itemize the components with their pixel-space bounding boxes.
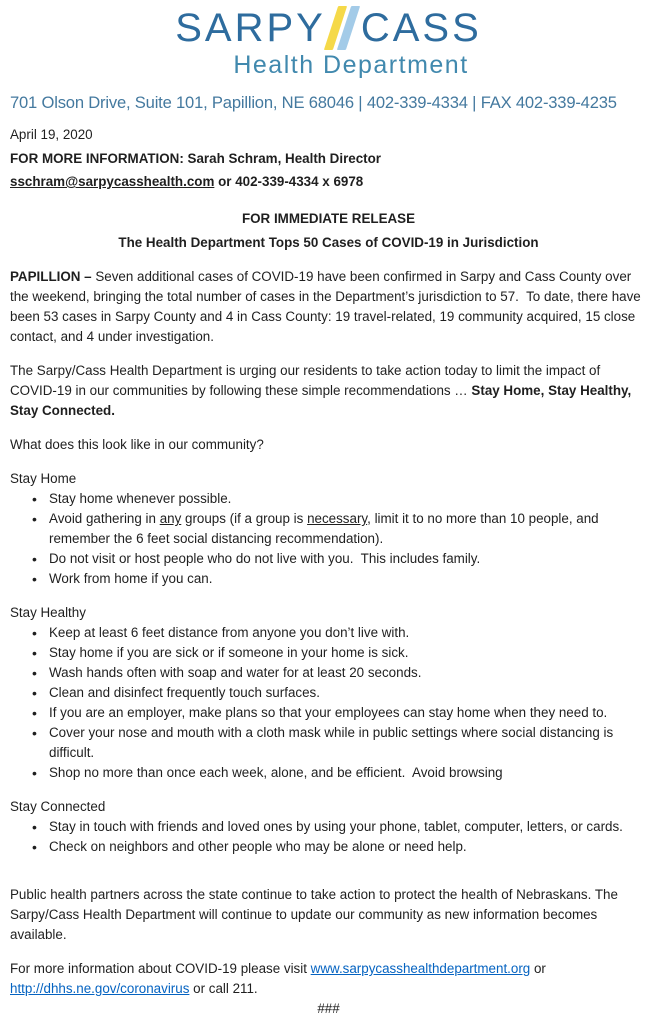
stay-home-healthy-connected-slogan: Stay Home, Stay Healthy, Stay Connected. (10, 383, 635, 418)
list-item: • Stay home whenever possible. (10, 489, 647, 509)
more-info-text: For more information about COVID-19 please visit (10, 961, 311, 976)
list-item: • Stay in touch with friends and loved ones by using your phone, tablet, computer, letters, or cards. (10, 817, 647, 837)
underlined-word-necessary: necessary (307, 511, 368, 526)
contact-info-bar: 701 Olson Drive, Suite 101, Papillion, NE 68046 | 402-339-4334 | FAX 402-339-4235 (10, 93, 617, 112)
paragraph-recommendations (10, 361, 647, 421)
more-info-paragraph (10, 959, 647, 999)
logo-text-sarpy: SARPY (175, 6, 326, 50)
closing-paragraph: Public health partners across the state continue to take action to protect the health of Nebraskans. The Sarpy/Cass Health Department will continue to update our community as new information becomes available. (10, 887, 622, 942)
list-item: • Keep at least 6 feet distance from anyone you don’t live with. (10, 623, 647, 643)
contact-email-line (10, 172, 647, 192)
list-item: • Shop no more than once each week, alone, and be efficient. Avoid browsing (10, 763, 647, 783)
section-title-stay-connected: Stay Connected (10, 799, 106, 814)
more-info-text: or (530, 961, 550, 976)
list-item: • Clean and disinfect frequently touch surfaces. (10, 683, 647, 703)
release-date: April 19, 2020 (10, 127, 93, 142)
list-item: • Stay home if you are sick or if someone in your home is sick. (10, 643, 647, 663)
list-item: • Work from home if you can. (10, 569, 647, 589)
stay-healthy-list (10, 623, 647, 783)
list-item-text: groups (if a group is (181, 511, 308, 526)
contact-person-line: FOR MORE INFORMATION: Sarah Schram, Health Director (10, 150, 382, 166)
section-title-stay-healthy: Stay Healthy (10, 605, 86, 620)
paragraph-recommendations-text: The Sarpy/Cass Health Department is urging our residents to take action today to limit the impact of COVID-19 in our communities by following these simple recommendations … (10, 363, 604, 398)
contact-email-link[interactable]: sschram@sarpycasshealth.com (10, 174, 215, 189)
logo-text-cass: CASS (360, 6, 482, 50)
list-item-text: , limit it to no more than 10 people, and remember the 6 feet social distancing recommendation). (49, 511, 603, 546)
contact-phone-ext: or 402-339-4334 x 6978 (214, 174, 364, 189)
logo-wordmark (10, 6, 647, 50)
underlined-word-any: any (159, 511, 182, 526)
more-info-text: or call 211. (189, 981, 258, 996)
list-item: • Wash hands often with soap and water for at least 20 seconds. (10, 663, 647, 683)
list-item: • Cover your nose and mouth with a cloth mask while in public settings where social distancing is difficult. (10, 723, 647, 763)
dateline: PAPILLION – (10, 269, 92, 284)
paragraph-case-counts (10, 267, 647, 347)
release-meta (10, 125, 647, 192)
section-title-stay-home: Stay Home (10, 471, 77, 486)
end-mark: ### (317, 1001, 340, 1016)
list-item-text: Avoid gathering in (49, 511, 160, 526)
release-header (10, 209, 647, 253)
dhhs-coronavirus-link[interactable]: http://dhhs.ne.gov/coronavirus (10, 981, 190, 996)
stay-home-list (10, 489, 647, 589)
list-item (10, 509, 647, 549)
paragraph-case-counts-text: Seven additional cases of COVID-19 have been confirmed in Sarpy and Cass County over the weekend, bringing the total number of cases in the Department’s jurisdiction to 57. To date, there have been 53 cases in Sarpy County and 4 in Cass County: 19 travel-related, 19 community acquired, 15 close contact, and 4 under investigation. (10, 269, 645, 344)
logo-double-slash-icon (324, 6, 360, 50)
logo-subtitle: Health Department (233, 51, 469, 79)
release-label: FOR IMMEDIATE RELEASE (241, 211, 416, 226)
community-question: What does this look like in our community? (10, 437, 264, 452)
headline: The Health Department Tops 50 Cases of COVID-19 in Jurisdiction (118, 235, 539, 250)
stay-connected-list (10, 817, 647, 857)
list-item: • If you are an employer, make plans so that your employees can stay home when they need to. (10, 703, 647, 723)
health-department-logo (10, 0, 647, 79)
list-item: • Check on neighbors and other people who may be alone or need help. (10, 837, 647, 857)
list-item: • Do not visit or host people who do not live with you. This includes family. (10, 549, 647, 569)
health-dept-website-link[interactable]: www.sarpycasshealthdepartment.org (310, 961, 531, 976)
